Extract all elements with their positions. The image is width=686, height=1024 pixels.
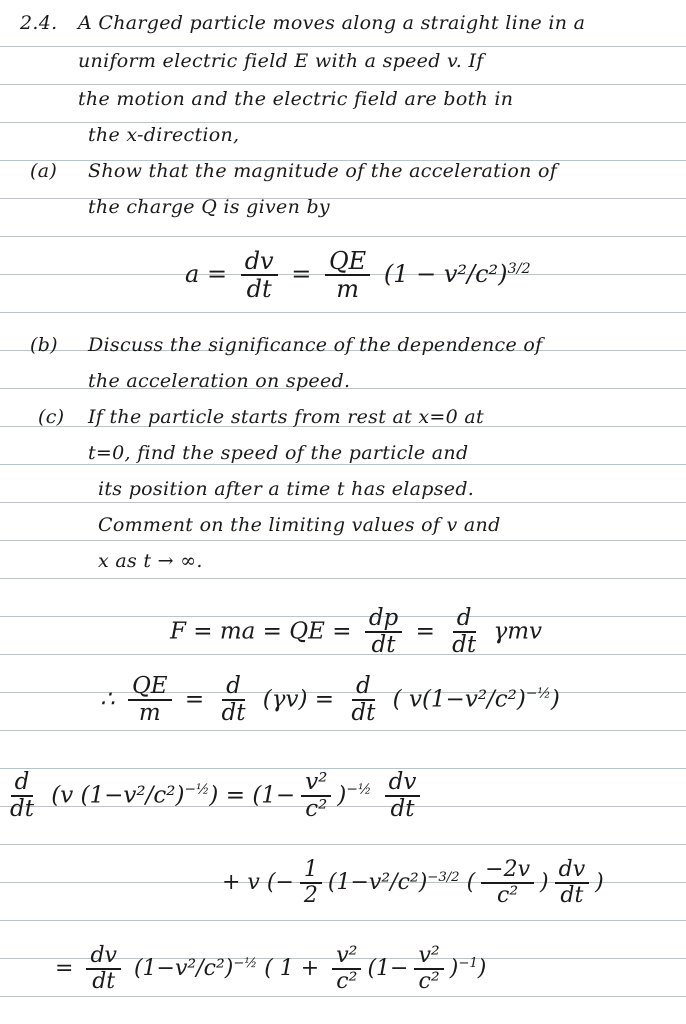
eq-exponent: 3/2 xyxy=(507,260,531,277)
frac-num: QE xyxy=(128,674,172,701)
intro-line-3: the motion and the electric field are both in xyxy=(78,88,514,110)
factor-close: ) xyxy=(337,782,347,809)
close-paren-2: ) xyxy=(540,870,549,896)
dv-dt-fraction xyxy=(86,944,121,994)
part-c-label: (c) xyxy=(38,406,65,428)
problem-number: 2.4. xyxy=(20,12,58,34)
d-dt-fraction xyxy=(218,674,250,727)
eq-sign: = xyxy=(314,686,335,713)
eq-sign: = xyxy=(291,259,312,288)
exponent: −3/2 xyxy=(427,869,460,885)
frac-num: 1 xyxy=(300,858,322,884)
factor-open: (1− xyxy=(252,782,296,809)
intro-line-4: the x-direction, xyxy=(88,124,240,146)
work-lhs: F = ma = QE = xyxy=(170,618,352,645)
frac-num: dp xyxy=(365,606,402,633)
dv-dt-fraction xyxy=(555,858,590,908)
frac-num: dv xyxy=(241,248,278,276)
part-b-label: (b) xyxy=(30,334,58,356)
d-dt-fraction xyxy=(448,606,480,659)
frac-den: c² xyxy=(497,883,519,909)
part-a-line-1: Show that the magnitude of the acceleration of xyxy=(88,160,558,182)
intro-line-1: A Charged particle moves along a straight line in a xyxy=(78,12,586,34)
plus-v: + v xyxy=(222,870,260,896)
exponent: −1 xyxy=(458,955,478,971)
work-mid: (1−v²/c²) xyxy=(133,956,234,982)
work-mid: (v (1−v²/c²) xyxy=(51,782,185,809)
frac-num: v² xyxy=(332,944,361,970)
close-paren: ) xyxy=(209,782,219,809)
frac-den: dt xyxy=(246,275,272,304)
v2-c2-fraction xyxy=(301,770,331,823)
work-rest: ( v(1−v²/c²) xyxy=(392,686,526,713)
therefore-symbol: ∴ xyxy=(100,686,115,713)
close-paren: ) xyxy=(477,956,487,982)
frac-den: c² xyxy=(305,796,328,823)
work-rest: γmv xyxy=(493,618,543,645)
frac-num: d xyxy=(352,674,375,701)
acceleration-equation xyxy=(185,248,531,303)
work-line-5 xyxy=(55,944,486,994)
frac-den: c² xyxy=(418,969,440,995)
eq-sign: = xyxy=(415,618,435,645)
frac-num: d xyxy=(222,674,245,701)
open-paren-2: ( xyxy=(466,870,476,896)
eq-sign: = xyxy=(184,686,205,713)
frac-den: dt xyxy=(351,700,376,727)
frac-num: dv xyxy=(555,858,590,884)
work-mid: (1−v²/c²) xyxy=(327,870,428,896)
frac-den: dt xyxy=(371,632,396,659)
part-a-line-2: the charge Q is given by xyxy=(88,196,330,218)
gamma-v: (γv) xyxy=(262,686,308,713)
qe-m-fraction xyxy=(128,674,172,727)
d-dt-fraction xyxy=(6,770,38,823)
frac-den: c² xyxy=(336,969,358,995)
frac-num: dv xyxy=(86,944,121,970)
dv-dt-fraction xyxy=(241,248,278,303)
frac-den: dt xyxy=(560,883,584,909)
mid-2: (1− xyxy=(367,956,409,982)
part-c-line-2: t=0, find the speed of the particle and xyxy=(88,442,469,464)
part-c-line-1: If the particle starts from rest at x=0 at xyxy=(88,406,484,428)
exponent: −½ xyxy=(233,955,258,971)
frac-num: QE xyxy=(325,248,370,276)
frac-den: dt xyxy=(390,796,415,823)
frac-den: dt xyxy=(221,700,246,727)
v2-c2-fraction-2 xyxy=(414,944,443,994)
open-paren: (− xyxy=(266,870,294,896)
eq-sign: = xyxy=(225,782,245,809)
frac-num: dv xyxy=(385,770,421,797)
frac-den: m xyxy=(336,275,359,304)
work-line-4 xyxy=(222,858,604,908)
frac-den: dt xyxy=(92,969,116,995)
dp-dt-fraction xyxy=(365,606,402,659)
frac-num: d xyxy=(11,770,34,797)
frac-num: v² xyxy=(414,944,443,970)
part-c-line-5: x as t → ∞. xyxy=(98,550,203,572)
frac-den: 2 xyxy=(303,883,318,909)
v2-c2-fraction xyxy=(332,944,361,994)
exponent: −½ xyxy=(346,781,372,798)
half-fraction xyxy=(300,858,322,908)
close-paren: ) xyxy=(595,870,604,896)
work-line-1 xyxy=(170,606,542,659)
d-dt-fraction xyxy=(347,674,379,727)
exponent: −½ xyxy=(184,781,210,798)
work-line-3 xyxy=(0,770,426,823)
part-c-line-4: Comment on the limiting values of v and xyxy=(98,514,501,536)
frac-den: dt xyxy=(10,796,34,823)
part-c-line-3: its position after a time t has elapsed. xyxy=(98,478,475,500)
part-b-line-2: the acceleration on speed. xyxy=(88,370,351,392)
part-b-line-1: Discuss the significance of the dependence of xyxy=(88,334,543,356)
frac-num: d xyxy=(453,606,476,633)
eq-sign: = xyxy=(55,956,74,982)
part-a-label: (a) xyxy=(30,160,58,182)
intro-line-2: uniform electric field E with a speed v. If xyxy=(78,50,484,72)
eq-factor: (1 − v²/c²) xyxy=(383,259,508,288)
work-line-2 xyxy=(100,674,560,727)
qe-m-fraction xyxy=(325,248,370,303)
close-paren-2: ) xyxy=(449,956,459,982)
eq-lhs: a = xyxy=(185,259,228,288)
frac-num: v² xyxy=(301,770,331,797)
frac-num: −2v xyxy=(481,858,534,884)
close-paren: ) xyxy=(550,686,560,713)
exponent: −½ xyxy=(525,685,551,702)
open-paren: ( 1 + xyxy=(264,956,320,982)
frac-den: m xyxy=(138,700,161,727)
dv-dt-fraction xyxy=(385,770,421,823)
frac-den: dt xyxy=(452,632,477,659)
minus-2v-c2-fraction xyxy=(481,858,534,908)
